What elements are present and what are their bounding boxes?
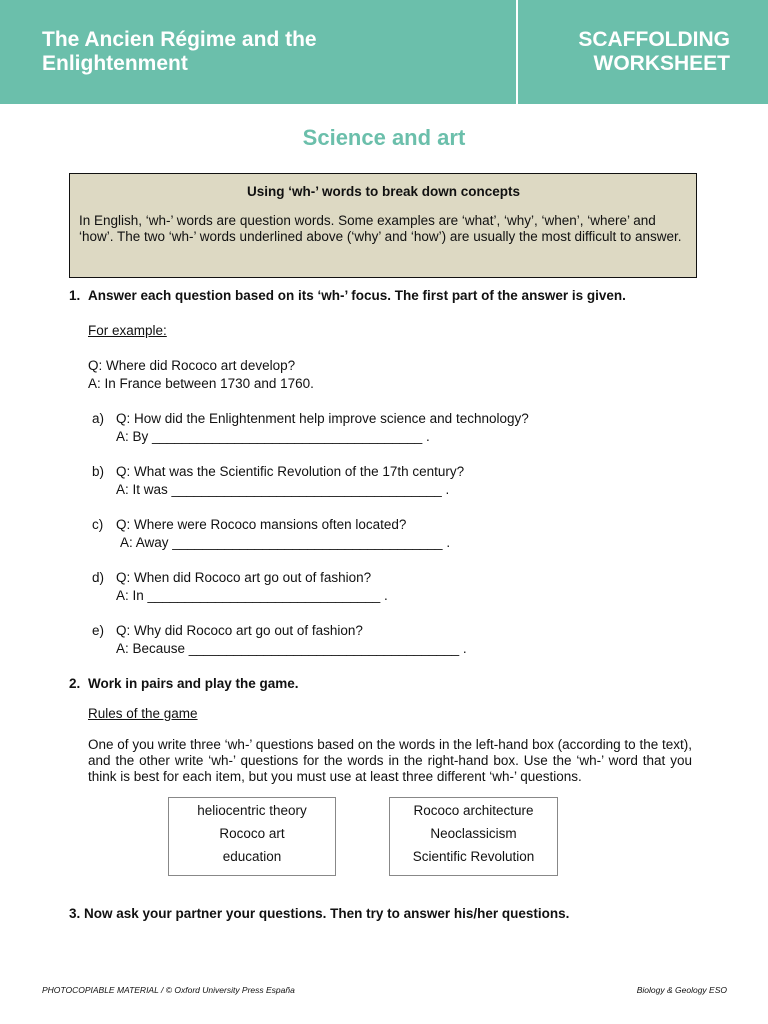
header-worksheet-type-line1: SCAFFOLDING bbox=[578, 28, 730, 51]
left-word-box-item: heliocentric theory bbox=[197, 803, 307, 818]
rules-label: Rules of the game bbox=[88, 706, 198, 721]
header-unit-title-line2: Enlightenment bbox=[42, 52, 188, 75]
question-1b bbox=[92, 463, 464, 499]
question-1b-letter: b) bbox=[92, 464, 105, 479]
header-worksheet-type-line2: WORKSHEET bbox=[593, 52, 730, 75]
question-1c-letter: c) bbox=[92, 517, 104, 532]
rules-text: One of you write three ‘wh-’ questions based on the words in the left-hand box (according to the text), and the other write ‘wh-’ questions for the words in the right-hand box. Use the ‘wh-’ word that you think is best for each item, but you must use at least three different ‘wh-’ questions. bbox=[88, 737, 692, 784]
question-1e-letter: e) bbox=[92, 623, 105, 638]
question-2-heading bbox=[69, 676, 299, 692]
right-word-box bbox=[389, 797, 558, 876]
question-3-number: 3. bbox=[69, 906, 81, 921]
question-1a bbox=[92, 410, 529, 446]
example-answer: A: In France between 1730 and 1760. bbox=[88, 376, 314, 391]
question-1a-question: Q: How did the Enlightenment help improve science and technology? bbox=[116, 411, 529, 426]
info-box bbox=[69, 173, 697, 278]
footer-copyright: PHOTOCOPIABLE MATERIAL / © Oxford University Press España bbox=[42, 985, 295, 995]
question-1e-answer: A: Because ____________________________________ . bbox=[116, 641, 467, 656]
question-3-heading bbox=[69, 906, 569, 922]
question-1d bbox=[92, 569, 388, 605]
header-banner bbox=[0, 0, 768, 104]
example-question: Q: Where did Rococo art develop? bbox=[88, 358, 296, 373]
header-divider bbox=[516, 0, 518, 104]
left-word-box-item: Rococo art bbox=[219, 826, 285, 841]
info-box-body: In English, ‘wh-’ words are question words. Some examples are ‘what’, ‘why’, ‘when’, ‘where’ and ‘how’. The two ‘wh-’ words underlined above (‘why’ and ‘how’) are usually the most difficult to answer. bbox=[79, 213, 682, 244]
question-1a-letter: a) bbox=[92, 411, 105, 426]
header-unit-title bbox=[42, 28, 510, 76]
question-1d-question: Q: When did Rococo art go out of fashion? bbox=[116, 570, 372, 585]
question-1b-answer: A: It was ____________________________________ . bbox=[116, 482, 450, 497]
question-1a-answer: A: By ____________________________________ . bbox=[116, 429, 430, 444]
question-1c-answer: A: Away ____________________________________ . bbox=[120, 535, 451, 550]
right-word-box-item: Neoclassicism bbox=[430, 826, 517, 841]
right-word-box-item: Rococo architecture bbox=[413, 803, 534, 818]
left-word-box bbox=[168, 797, 336, 876]
question-1-heading bbox=[69, 288, 626, 304]
question-1b-question: Q: What was the Scientific Revolution of the 17th century? bbox=[116, 464, 465, 479]
info-box-title: Using ‘wh-’ words to break down concepts bbox=[246, 184, 521, 199]
header-unit-title-line1: The Ancien Régime and the bbox=[42, 28, 317, 51]
header-worksheet-type bbox=[530, 28, 730, 76]
left-word-box-item: education bbox=[222, 849, 282, 864]
example-label: For example: bbox=[88, 323, 167, 338]
footer-subject: Biology & Geology ESO bbox=[636, 985, 727, 995]
question-1d-letter: d) bbox=[92, 570, 105, 585]
question-1c-question: Q: Where were Rococo mansions often located? bbox=[116, 517, 407, 532]
question-1-number: 1. bbox=[69, 288, 81, 303]
question-1-text: Answer each question based on its ‘wh-’ focus. The first part of the answer is given. bbox=[88, 288, 626, 303]
question-1d-answer: A: In _______________________________ . bbox=[116, 588, 388, 603]
page-title: Science and art bbox=[302, 125, 466, 150]
question-1c bbox=[92, 516, 450, 552]
right-word-box-item: Scientific Revolution bbox=[412, 849, 535, 864]
question-1e bbox=[92, 622, 467, 658]
question-3-text: Now ask your partner your questions. Then try to answer his/her questions. bbox=[84, 906, 570, 921]
question-2-text: Work in pairs and play the game. bbox=[88, 676, 299, 691]
question-1e-question: Q: Why did Rococo art go out of fashion? bbox=[116, 623, 363, 638]
question-2-number: 2. bbox=[69, 676, 81, 691]
